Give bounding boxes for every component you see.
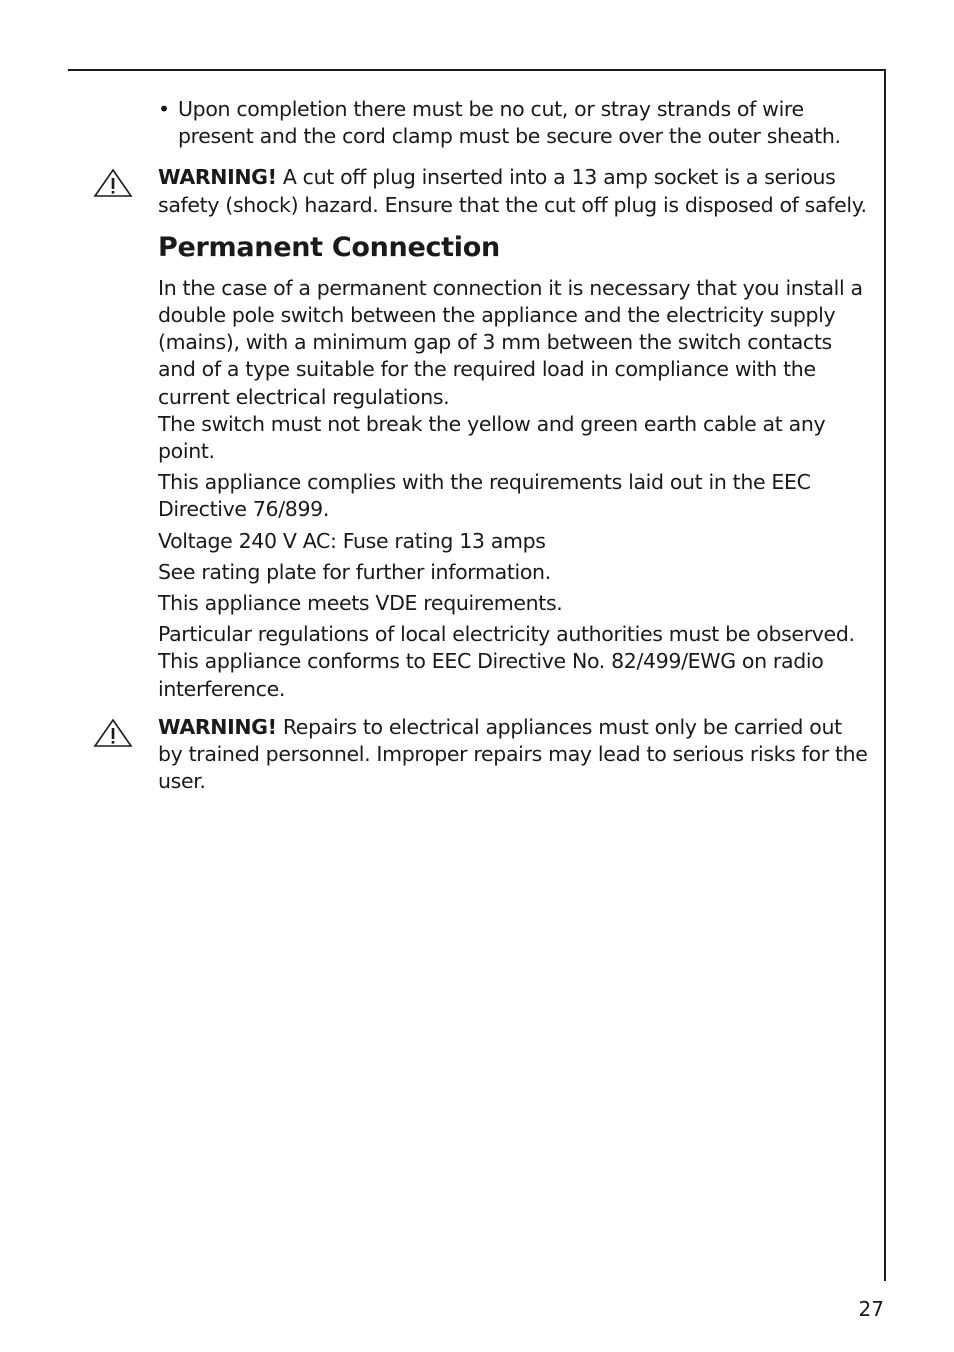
warning-triangle-icon (93, 718, 133, 748)
paragraph-eec-directive: This appliance complies with the requirements laid out in the EEC Directive 76/899. (158, 470, 811, 522)
bullet-marker: • (158, 97, 170, 121)
top-rule (68, 69, 886, 71)
warning-label: WARNING! (158, 165, 277, 190)
warning-text: A cut off plug inserted into a 13 amp socket is a serious safety (shock) hazard. Ensure that the cut off plug is disposed of safely. (158, 165, 867, 217)
warning-triangle-icon (93, 168, 133, 198)
paragraph-earth-cable: The switch must not break the yellow and green earth cable at any point. (158, 411, 826, 464)
paragraph-vde: This appliance meets VDE requirements. (158, 591, 563, 616)
right-rule (884, 69, 886, 1281)
paragraph-radio-interference: This appliance conforms to EEC Directive No. 82/499/EWG on radio interference. (158, 649, 824, 701)
page-content (158, 96, 868, 807)
warning-block-cut-off-plug (158, 164, 868, 218)
bullet-item (158, 96, 868, 150)
paragraph-rating-plate: See rating plate for further information. (158, 559, 551, 584)
paragraph-permanent-connection: In the case of a permanent connection it is necessary that you install a double pole switch between the appliance and the electricity supply (mains), with a minimum gap of 3 mm between the switch contacts and of a type suitable for the required load in compliance with the current electrical regulations. (158, 275, 863, 409)
bullet-text: Upon completion there must be no cut, or stray strands of wire present and the cord clamp must be secure over the outer sheath. (178, 97, 841, 149)
warning-block-repairs (158, 714, 868, 796)
paragraph-local-regulations: Particular regulations of local electricity authorities must be observed. (158, 622, 855, 647)
warning-label: WARNING! (158, 714, 277, 739)
paragraph-voltage: Voltage 240 V AC: Fuse rating 13 amps (158, 528, 546, 553)
warning-text: Repairs to electrical appliances must only be carried out by trained personnel. Improper repairs may lead to serious risks for the user. (158, 714, 868, 794)
page-number: 27 (858, 1297, 884, 1321)
section-title: Permanent Connection (158, 231, 500, 263)
